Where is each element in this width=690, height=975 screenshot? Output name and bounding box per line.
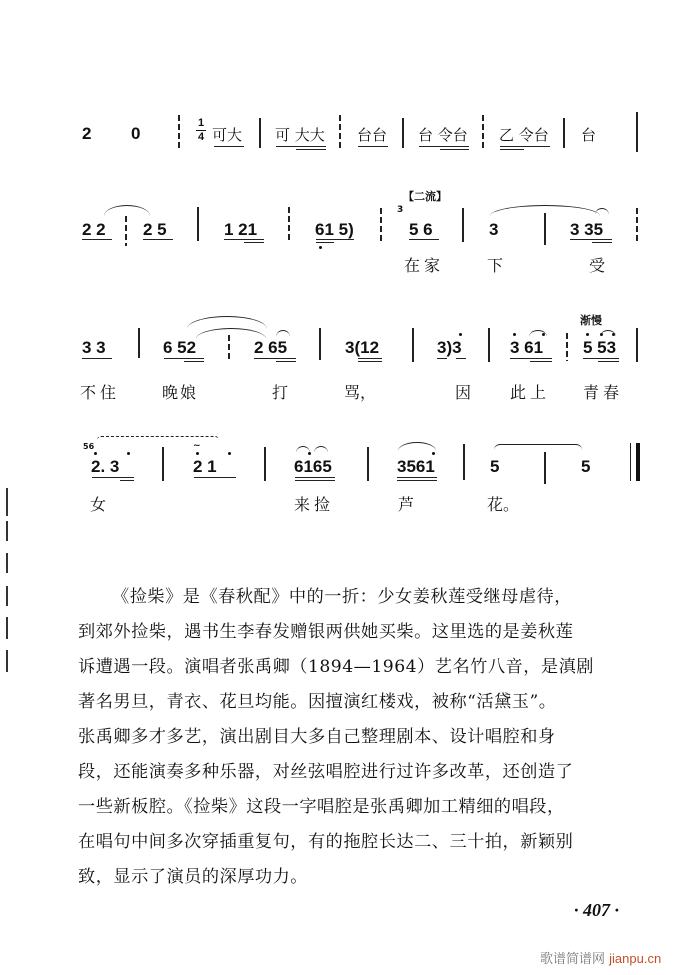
barline <box>288 207 290 243</box>
note: 2 2 <box>82 220 106 239</box>
slur <box>276 330 290 337</box>
barline <box>259 118 261 148</box>
slur <box>97 436 219 443</box>
barline <box>412 328 414 362</box>
commentary-line: 一些新板腔。《捡柴》这段一字唱腔是张禹卿加工精细的唱段， <box>78 797 565 817</box>
slur <box>529 330 547 337</box>
slur <box>104 205 150 216</box>
percussion-syllables: 可 大大 <box>275 126 325 144</box>
note: 3)3 <box>437 338 462 357</box>
note: 2 1 <box>193 457 217 476</box>
note: 2 5 <box>143 220 167 239</box>
note: 3 61 <box>510 338 544 357</box>
page-number: · 407 · <box>574 900 619 920</box>
commentary-paragraph <box>78 580 660 895</box>
note: 6165 <box>294 457 332 476</box>
barline <box>544 452 546 484</box>
barline <box>544 213 546 245</box>
barline <box>566 333 568 361</box>
note: 61 5) <box>315 220 354 239</box>
commentary-line: 致，显示了演员的深厚功力。 <box>78 867 308 887</box>
barline <box>402 118 404 148</box>
barline <box>463 444 465 480</box>
ornament-mark: ~ <box>193 441 201 451</box>
commentary-line: 著名男旦，青衣、花旦均能。因擅演红楼戏，被称“活黛玉”。 <box>78 692 557 712</box>
time-signature: 1 4 <box>197 117 205 143</box>
note: 2. 3 <box>91 457 120 476</box>
note: 5 6 <box>409 220 433 239</box>
lyric: 芦 <box>398 495 415 514</box>
barline <box>636 208 638 242</box>
barline <box>162 447 164 481</box>
lyric: 骂， <box>344 383 377 402</box>
barline <box>563 118 565 148</box>
tempo-mark: 渐慢 <box>580 314 602 327</box>
commentary-line: 段，还能演奏多种乐器，对丝弦唱腔进行过许多改革，还创造了 <box>78 762 574 782</box>
slur <box>494 444 582 453</box>
commentary-line: 诉遭遇一段。演唱者张禹卿（1894—1964）艺名竹八音，是滇剧 <box>78 657 594 677</box>
note: 6 52 <box>163 338 197 357</box>
lyric: 因 <box>455 383 472 402</box>
percussion-syllables: 乙 令台 <box>499 126 549 144</box>
note: 3(12 <box>345 338 380 357</box>
note: 1 21 <box>224 220 258 239</box>
lyric: 晚娘 <box>162 383 199 402</box>
percussion-syllables: 台 令台 <box>418 126 468 144</box>
barline <box>178 115 180 149</box>
slur <box>314 446 328 453</box>
barline <box>462 208 464 242</box>
lyric: 女 <box>90 495 107 514</box>
percussion-syllables: 台台 <box>357 126 388 144</box>
barline <box>319 328 321 360</box>
note: 5 <box>581 457 591 476</box>
watermark-en: jianpu.cn <box>609 951 662 966</box>
percussion-syllables: 可大 <box>212 126 243 144</box>
lyric: 来捡 <box>294 495 335 514</box>
commentary-line: 《捡柴》是《春秋配》中的一折：少女姜秋莲受继母虐待， <box>112 587 572 607</box>
lyric: 青春 <box>583 383 624 402</box>
barline <box>228 335 230 361</box>
barline <box>367 447 369 481</box>
watermark-cn: 歌谱简谱网 <box>540 952 606 967</box>
commentary-line: 到郊外捡柴，遇书生李春发赠银两供她买柴。这里选的是姜秋莲 <box>78 622 574 642</box>
barline <box>482 115 484 149</box>
grace-note: 56 <box>83 442 95 451</box>
note: 0 <box>131 124 141 143</box>
commentary-line: 在唱句中间多次穿插重复句，有的拖腔长达二、三十拍，新颖别 <box>78 832 574 852</box>
barline <box>636 112 638 152</box>
barline <box>138 328 140 358</box>
slur <box>600 330 616 337</box>
lyric: 受 <box>589 256 606 275</box>
note: 2 65 <box>254 338 288 357</box>
lyric: 花。 <box>487 495 520 514</box>
slur <box>398 442 436 451</box>
final-barline-thin <box>630 443 631 481</box>
note: 5 <box>490 457 500 476</box>
commentary-line: 张禹卿多才多艺，演出剧目大多自己整理剧本、设计唱腔和身 <box>78 727 556 747</box>
note: 3 <box>489 220 499 239</box>
barline <box>488 328 490 362</box>
note: 3 3 <box>82 338 106 357</box>
note: 5 53 <box>583 338 617 357</box>
lyric: 此上 <box>510 383 551 402</box>
watermark <box>540 948 661 967</box>
lyric: 下 <box>487 256 504 275</box>
barline <box>125 216 127 246</box>
barline <box>197 207 199 241</box>
note: 3561 <box>397 457 435 476</box>
section-label: 【二流】 <box>403 190 447 203</box>
final-barline <box>636 443 640 481</box>
lyric: 在家 <box>404 256 445 275</box>
grace-note: 3 <box>397 205 404 215</box>
lyric: 打 <box>272 383 289 402</box>
barline <box>380 208 382 242</box>
percussion-syllables: 台 <box>581 126 597 144</box>
lyric: 不住 <box>80 383 121 402</box>
barline <box>339 115 341 149</box>
barline <box>264 447 266 481</box>
note: 3 35 <box>570 220 604 239</box>
note: 2 <box>82 124 92 143</box>
barline <box>636 328 638 362</box>
slur <box>595 208 609 215</box>
